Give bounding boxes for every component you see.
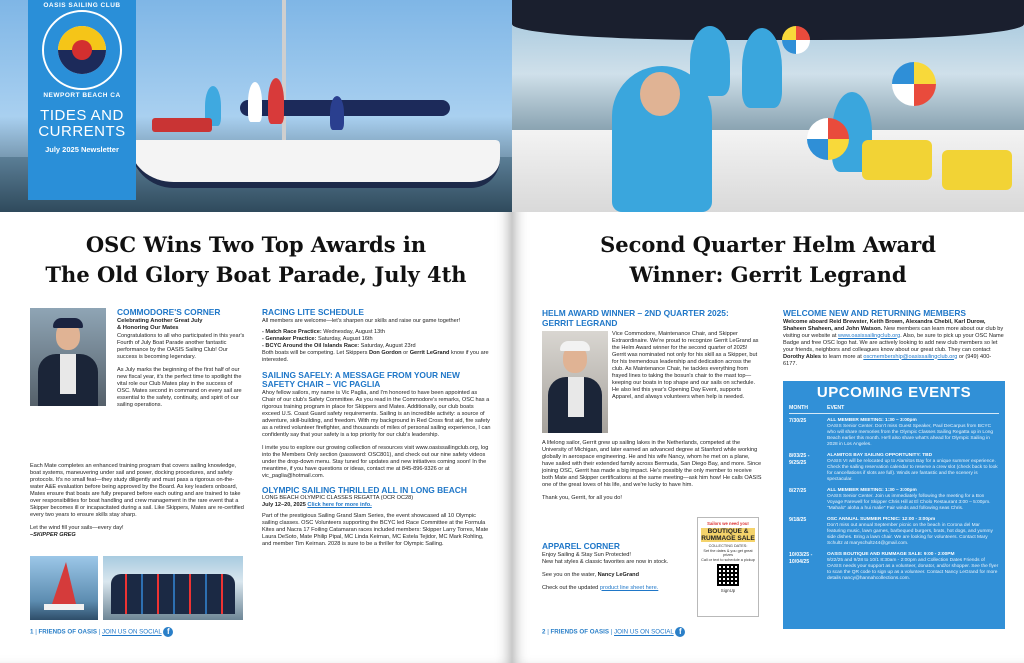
commodore-para-1: Congratulations to all who participated in this year's Fourth of July Boat Parade another fantastic performance by the OASIS Sailing Club! Our success is becoming legendary. [117, 332, 245, 360]
commodore-continued [30, 463, 245, 539]
join-social-link[interactable]: JOIN US ON SOCIAL [102, 628, 162, 636]
newsletter-title: TIDES AND CURRENTS [38, 107, 126, 140]
welcome-text: Welcome aboard Reid Brewster, Keith Brown, Alexandra Chebil, Karl Durow, Shaheen Shaheen, and John Watson. New members can learn more about our club by visiting our website at www.oasissailingclub.org. Also, be sure to pick up your OSC Name Badge and free OSC logo hat. We are actively looking to add new club members so let your friends, neighbors and colleagues know about our great club. They can contact Dorothy Ables to learn more at oscmembership@oasissailingclub.org or (949) 400-6177. [783, 318, 1004, 367]
commodore-para-3: Each Mate completes an enhanced training program that covers sailing knowledge, boat systems, maneuvering under sail and power, docking procedures, and safety protocols. It's no small feat—they study diligently and must pass a rigorous on-the-water A&E evaluation before being approved by the Board. As key leaders onboard, Mates ensure that boats are fully prepared before each outing and are trained to take over responsibilities for boat handling and crew management in the rare event that a Skipper becomes ill or incapacitated during a sail. Like Skippers, Mates are re-certified every two years to ensure skills stay sharp. [30, 463, 244, 518]
volunteers-group-photo [103, 556, 243, 620]
membership-email-link[interactable]: oscmembership@oasissailingclub.org [863, 353, 958, 360]
apparel-line-3: See you on the water, Nancy LeGrand [542, 571, 640, 578]
flyer-line: COLLECTING DATES: [708, 544, 748, 548]
catamaran-photo [30, 556, 98, 620]
olympic-sub-1: LONG BEACH OLYMPIC CLASSES REGATTA (OCR OC28) [262, 495, 414, 501]
racing-list [262, 329, 492, 364]
flyer-signup: SignUp [720, 588, 736, 594]
club-location: NEWPORT BEACH CA [43, 92, 121, 99]
gerrit-portrait [542, 331, 608, 433]
flyer-title: BOUTIQUE & RUMMAGE SALE [701, 528, 755, 542]
crew-member [330, 96, 344, 130]
commodore-corner [117, 308, 245, 415]
club-logo-icon [58, 26, 106, 74]
helm-award-section [542, 309, 762, 328]
events-header: MONTH EVENT [789, 405, 999, 414]
safety-para-2: I invite you to explore our growing collection of resources visit www.oasissailingclub.org, log into the Members Only section (password: OSC801), and check out our nine safety videos under the drop-down menu. Stay tuned for updates and new initiatives coming soon! In the meantime, if you have questions or ideas, contact me at 845-896-9326 or at vic_paglia@hotmail.com. [262, 444, 489, 479]
face [640, 72, 680, 116]
racing-item: - BCYC Around the Oil Islands Race: Saturday, August 23rd [262, 342, 416, 349]
apparel-line-2: New hat styles & classic favorites are now in stock. [542, 558, 669, 565]
crew-member [248, 82, 262, 122]
page-2-footer: 2 | FRIENDS OF OASIS | JOIN US ON SOCIAL f [542, 627, 685, 638]
commodore-para-4: Let the wind fill your sails—every day! [30, 525, 124, 531]
apparel-heading: APPAREL CORNER [542, 541, 620, 551]
club-name: OASIS SAILING CLUB [43, 2, 121, 9]
commodore-para-2: As July marks the beginning of the first half of our new fiscal year, it's the perfect time to spotlight the vital role our Club Mates play in the success of OSC. Mates second in command on every sail are essential to the safety, continuity, and spirit of our sailing operations. [117, 366, 242, 408]
apparel-line-4: Check out the updated product line sheet here. [542, 584, 659, 591]
welcome-heading: WELCOME NEW AND RETURNING MEMBERS [783, 308, 967, 318]
commodore-heading: COMMODORE'S CORNER [117, 307, 221, 317]
newsletter-badge [28, 0, 136, 200]
upcoming-events-box [783, 381, 1005, 629]
racing-outro: Both boats will be competing. Let Skippers Don Gordon or Gerrit LeGrand know if you are interested. [262, 349, 489, 363]
event-row: 7/30/25 ALL MEMBER MEETING: 1:30 – 3:00pm OASIS Senior Center. Don't miss Guest Speaker, Paul DeCarpus from BCYC who will share memories from the Olympic Classes Sailing Regatta up in Long Beach earlier this month. He'll also share what's ahead for Olympic Sailing in 2028 in Los Angeles. [789, 418, 994, 447]
website-link[interactable]: www.oasissailingclub.org [838, 332, 901, 339]
join-social-link[interactable]: JOIN US ON SOCIAL [614, 628, 674, 636]
crew-member [268, 78, 284, 124]
flyer-top: Sailors we need you! [707, 521, 749, 526]
facebook-icon[interactable]: f [675, 627, 685, 637]
flyer-line: Set the dates & you get great prizes [703, 548, 753, 558]
olympic-para: Part of the prestigious Sailing Grand Slam Series, the event showcased all 10 Olympic sailing classes. OSC Volunteers supporting the BCYC led Race Committee at the Formula Kites and Nacra 17 Foiling Catamaran races included members: Skipper Larry Torres, Mate Laura DeSoto, Mate Philip Pipal, MC Linda Keirnan, MC Estela Tejidor, MC Mark Rohling, and member Tim Keirnan. 2028 is sure to be a thriller for Olympic Sailing. [262, 513, 489, 547]
page-1-footer: 1 | FRIENDS OF OASIS | JOIN US ON SOCIAL f [30, 627, 173, 638]
page-number: 1 [30, 628, 34, 636]
helm-award-boat-photo [512, 0, 1024, 212]
helm-continued [542, 440, 762, 508]
welcome-section [783, 309, 1005, 368]
facebook-icon[interactable]: f [163, 627, 173, 637]
event-row: 8/03/25 - 9/25/25 ALAMITOS BAY SAILING OPPORTUNITY: TBD OASIS VI will be relocated up to Alamitos Bay for a unique summer experience. Check the sailing reservation calendar to reserve a crew slot (check back to look for cancellations if slots are full). Winds are fantastic and the scenery is spectacular. [789, 453, 998, 482]
apparel-section [542, 542, 702, 592]
olympic-sub-2: July 12–20, 2025 Click here for more info. [262, 502, 372, 508]
helm-para-3: Thank you, Gerrit, for all you do! [542, 495, 622, 501]
events-title: UPCOMING EVENTS [816, 384, 972, 401]
event-row: 8/27/25 ALL MEMBER MEETING: 1:30 – 3:00pm OASIS Senior Center. Join us immediately following the meeting for a Bon Voyage Farewell for Skipper Chris Hill at El Cholo Restaurant 3:00 – 5:00pm. "Mahalo" aloha a hui malie" Fair winds and following seas Chris. [789, 488, 991, 511]
safety-para-1: Ahoy fellow sailors, my name is Vic Paglia, and I'm honored to have been appointed as Chair of our club's Safety Committee. As you read in the Commodore's remarks, OSC has a rigorous training program in place for Skippers and Mates. Additionally, our club boats exceed U.S. Coast Guard safety requirements. Sailing is an incredible activity: a source of adventure, skill-building, and freedom. With my background in Red Cross first aid, fire safety as a retired volunteer firefighter, and thousands of miles of personal sailing experience, I can confidently say that your safety is a top priority for our club's leadership. [262, 389, 491, 438]
helm-para-2: A lifelong sailor, Gerrit grew up sailing lakes in the Netherlands, competed at the University of Michigan, and later earned an advanced degree at Stanford while working globally in aerospace engineering. He and his wife Nancy, whom he met on a plane, have sailed with their extended family across Bermuda, San Diego Bay, and more. Since joining OSC, Gerrit has made a big impact. He's possibly the only member to receive both Mate and Skipper certifications at the same meeting—ask him how! He calls OASIS one of the great loves of his life, and we're lucky to have him. [542, 440, 762, 488]
crew-member [742, 28, 782, 108]
event-row: 9/18/25 OSC ANNUAL SUMMER PICNIC: 12:00 - 3:00pm Don't miss out annual September picnic on the beach in Corona del Mar featuring music, lawn games, barbequed burgers, brats, hot dogs, and yummy side dishes. Bring a lawn chair. We are looking for volunteers. Contact Mary Schultz at maryschultz44@gmail.com. [789, 517, 993, 546]
helm-heading: HELM AWARD WINNER – 2ND QUARTER 2025: GERRIT LEGRAND [542, 308, 729, 328]
event-row: 10/03/25 - 10/04/25 OASIS BOUTIQUE AND RUMMAGE SALE: 9:00 - 2:00PM 9/22/25 and 9/28 to 10/1 8:30am - 2:00pm and Collection Dates Friends of OASIS needs your support as a volunteer, donator, and/or shopper. See the flyer to scan the QR code to sign up as a volunteer. Contact Nancy LeGrand for more details nancy@hannahcollections.com. [789, 552, 999, 581]
page-1-headline: OSC Wins Two Top Awards in The Old Glory Boat Parade, July 4th [45, 232, 467, 287]
commodore-signature: –SKIPPER GREG [30, 532, 76, 538]
beach-ball [782, 26, 810, 54]
helm-para-1: Vice Commodore, Maintenance Chair, and Skipper Extraordinaire. We're proud to recognize Gerrit LeGrand as the Helm Award winner for the second quarter of 2025! Gerrit was nominated not only for his skill as a Skipper, but for his tremendous leadership and dedication across the club. As Maintenance Chair, he tackles everything from frayed lines to taking the bosun's chair to the mast top—keeping our boats in top shape and our sails on schedule. He also led this year's Opening Day Event, supports Apparel, and always volunteers when help is needed. [612, 331, 759, 400]
commodore-subheading-1: Celebrating Another Great July [117, 317, 203, 324]
beach-ball [892, 62, 936, 106]
mast [282, 0, 286, 150]
rummage-sale-flyer[interactable] [697, 517, 759, 617]
racing-heading: RACING LITE SCHEDULE [262, 307, 364, 317]
boat-hull [130, 140, 500, 188]
commodore-portrait [30, 308, 106, 406]
cushion [942, 150, 1012, 190]
page-2-headline: Second Quarter Helm Award Winner: Gerrit Legrand [600, 232, 936, 287]
footer-friends: FRIENDS OF OASIS [38, 628, 97, 636]
footer-friends: FRIENDS OF OASIS [550, 628, 609, 636]
racing-intro: All members are welcome—let's sharpen our skills and raise our game together! [262, 317, 461, 324]
flag-bunting [152, 118, 212, 132]
newsletter-issue: July 2025 Newsletter [45, 145, 119, 154]
safety-heading: SAILING SAFELY: A MESSAGE FROM YOUR NEW SAFETY CHAIR – VIC PAGLIA [262, 369, 460, 389]
product-line-sheet-link[interactable]: product line sheet here. [599, 584, 659, 591]
olympic-more-info-link[interactable]: Click here for more info. [307, 502, 372, 508]
racing-item: - Match Race Practice: Wednesday, August 13th [262, 328, 385, 335]
crew-member [690, 26, 730, 96]
racing-item: - Gennaker Practice: Saturday, August 16th [262, 335, 373, 342]
olympic-heading: OLYMPIC SAILING THRILLED ALL IN LONG BEACH [262, 484, 467, 495]
flyer-line: Call or text to schedule a pickup [701, 557, 755, 562]
beach-ball [807, 118, 849, 160]
apparel-line-1: Enjoy Sailing & Stay Sun Protected! [542, 551, 631, 558]
qr-code-icon[interactable] [717, 564, 739, 586]
page-number: 2 [542, 628, 546, 636]
cushion [862, 140, 932, 180]
commodore-subheading-2: & Honoring Our Mates [117, 324, 179, 331]
left-right-column [262, 308, 492, 548]
